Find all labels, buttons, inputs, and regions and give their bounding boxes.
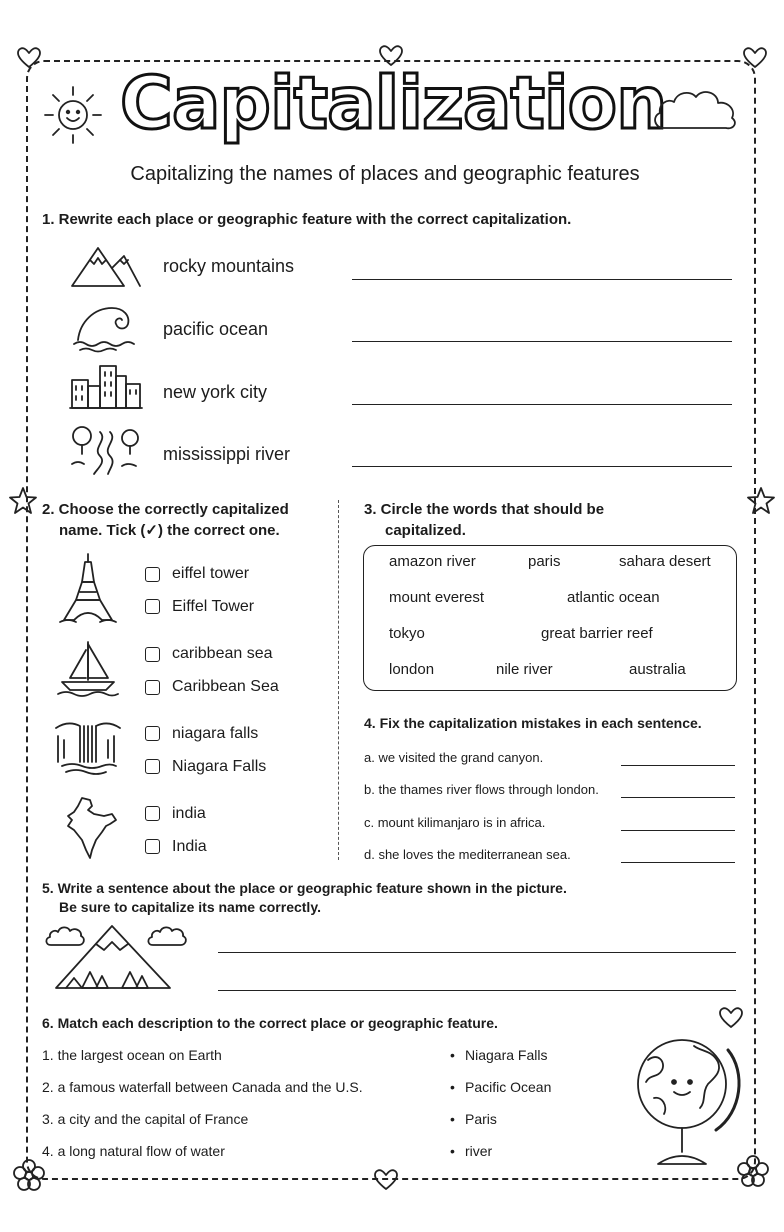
- mountains-icon: [70, 242, 142, 288]
- q6-description-3: 3. a city and the capital of France: [42, 1111, 249, 1127]
- q6-answer-4: river: [465, 1143, 493, 1159]
- q6-answer-dot[interactable]: •: [450, 1111, 455, 1127]
- q2-checkbox-2b[interactable]: [145, 680, 160, 695]
- india-map-icon: [64, 796, 118, 862]
- star-icon: [746, 486, 776, 516]
- q1-answer-line-4[interactable]: [352, 466, 732, 467]
- q3-word[interactable]: london: [389, 661, 435, 678]
- q3-word[interactable]: australia: [629, 661, 686, 678]
- flower-icon: [12, 1158, 46, 1192]
- q3-word[interactable]: paris: [528, 553, 561, 570]
- heart-icon: [16, 46, 42, 70]
- q3-word[interactable]: tokyo: [389, 625, 425, 642]
- q3-word[interactable]: mount everest: [389, 589, 485, 606]
- q4-answer-line-b[interactable]: [621, 797, 735, 798]
- globe-icon: [628, 1026, 746, 1172]
- heart-icon: [742, 46, 768, 70]
- q4-sentence-a: a. we visited the grand canyon.: [364, 750, 544, 765]
- q2-checkbox-3b[interactable]: [145, 759, 160, 774]
- q6-answer-1: Niagara Falls: [465, 1047, 548, 1063]
- q2-option-4b: India: [172, 838, 207, 855]
- waterfall-icon: [54, 718, 122, 776]
- q4-answer-line-c[interactable]: [621, 830, 735, 831]
- q6-answer-2: Pacific Ocean: [465, 1079, 552, 1095]
- q2-prompt-line1: 2. Choose the correctly capitalized: [42, 501, 289, 518]
- q5-answer-line-1[interactable]: [218, 952, 736, 953]
- q3-prompt-line1: 3. Circle the words that should be: [364, 501, 605, 518]
- q3-word[interactable]: great barrier reef: [541, 625, 653, 642]
- q2-checkbox-4a[interactable]: [145, 806, 160, 821]
- q5-prompt-line2: Be sure to capitalize its name correctly.: [59, 899, 321, 915]
- q5-prompt-line1: 5. Write a sentence about the place or geographic feature shown in the picture.: [42, 880, 567, 896]
- q4-prompt: 4. Fix the capitalization mistakes in each sentence.: [364, 715, 702, 731]
- q2-option-1a: eiffel tower: [172, 565, 250, 582]
- q3-word[interactable]: atlantic ocean: [567, 589, 660, 606]
- q4-sentence-c: c. mount kilimanjaro is in africa.: [364, 815, 546, 830]
- city-buildings-icon: [70, 362, 142, 410]
- q2-checkbox-2a[interactable]: [145, 647, 160, 662]
- sailboat-icon: [56, 640, 120, 698]
- q2-prompt-line2: name. Tick (✓) the correct one.: [59, 522, 280, 539]
- q1-item-1: rocky mountains: [163, 256, 295, 276]
- q1-prompt: 1. Rewrite each place or geographic feature with the correct capitalization.: [42, 211, 572, 228]
- q2-checkbox-4b[interactable]: [145, 839, 160, 854]
- q4-answer-line-a[interactable]: [621, 765, 735, 766]
- column-divider: [338, 500, 339, 860]
- q6-answer-dot[interactable]: •: [450, 1079, 455, 1095]
- q2-checkbox-3a[interactable]: [145, 726, 160, 741]
- q1-answer-line-2[interactable]: [352, 341, 732, 342]
- q4-sentence-b: b. the thames river flows through london.: [364, 782, 599, 797]
- q4-answer-line-d[interactable]: [621, 862, 735, 863]
- cloud-icon: [650, 86, 740, 136]
- eiffel-tower-icon: [58, 552, 118, 624]
- page-title: Capitalization: [120, 61, 667, 145]
- heart-icon: [373, 1168, 399, 1192]
- q2-option-2a: caribbean sea: [172, 645, 273, 662]
- q1-answer-line-3[interactable]: [352, 404, 732, 405]
- q5-answer-line-2[interactable]: [218, 990, 736, 991]
- q6-prompt: 6. Match each description to the correct place or geographic feature.: [42, 1015, 498, 1031]
- q1-item-4: mississippi river: [163, 444, 291, 464]
- q6-description-4: 4. a long natural flow of water: [42, 1143, 225, 1159]
- q6-answer-dot[interactable]: •: [450, 1143, 455, 1159]
- river-trees-icon: [70, 424, 142, 476]
- subtitle: Capitalizing the names of places and geographic features: [130, 163, 640, 185]
- q3-word[interactable]: amazon river: [389, 553, 476, 570]
- q2-option-1b: Eiffel Tower: [172, 598, 255, 615]
- snowy-mountain-icon: [52, 922, 174, 992]
- q2-option-3a: niagara falls: [172, 725, 259, 742]
- star-icon: [8, 486, 38, 516]
- q2-checkbox-1b[interactable]: [145, 599, 160, 614]
- q6-description-2: 2. a famous waterfall between Canada and the U.S.: [42, 1079, 363, 1095]
- q2-option-2b: Caribbean Sea: [172, 678, 279, 695]
- q3-prompt-line2: capitalized.: [385, 522, 466, 539]
- q1-item-3: new york city: [163, 382, 268, 402]
- wave-icon: [70, 302, 142, 352]
- q6-description-1: 1. the largest ocean on Earth: [42, 1047, 222, 1063]
- q1-item-2: pacific ocean: [163, 319, 269, 339]
- sun-icon: [42, 84, 104, 146]
- q2-option-4a: india: [172, 805, 206, 822]
- q1-answer-line-1[interactable]: [352, 279, 732, 280]
- q6-answer-3: Paris: [465, 1111, 497, 1127]
- q2-option-3b: Niagara Falls: [172, 758, 267, 775]
- q3-word[interactable]: nile river: [496, 661, 553, 678]
- q3-word[interactable]: sahara desert: [619, 553, 711, 570]
- q2-checkbox-1a[interactable]: [145, 567, 160, 582]
- q6-answer-dot[interactable]: •: [450, 1047, 455, 1063]
- q4-sentence-d: d. she loves the mediterranean sea.: [364, 847, 571, 862]
